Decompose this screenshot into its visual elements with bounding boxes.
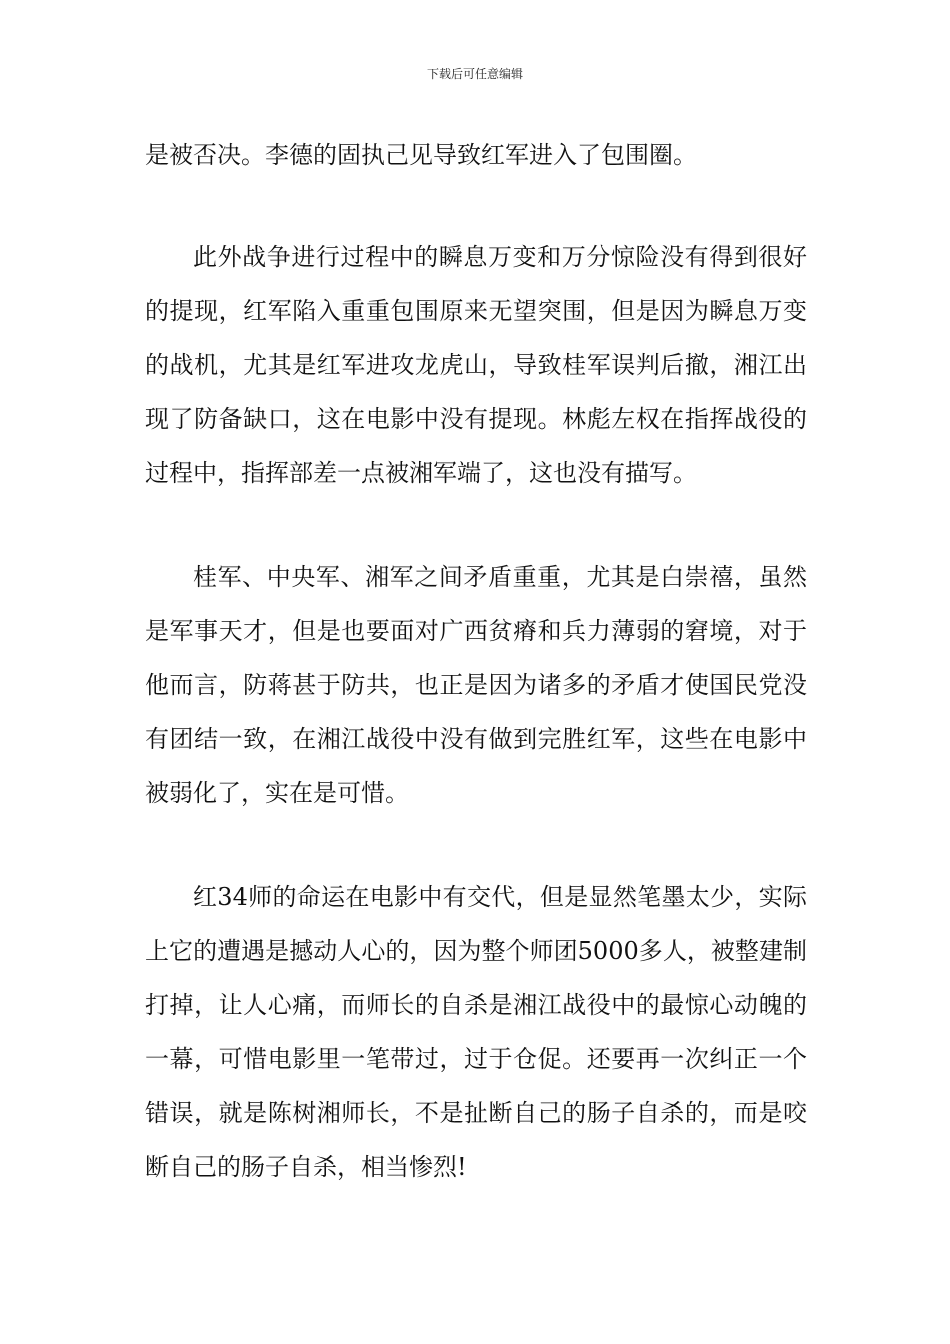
paragraph-3: 桂军、中央军、湘军之间矛盾重重，尤其是白崇禧，虽然是军事天才，但是也要面对广西贫瘠和兵力薄弱的窘境，对于他而言，防蒋甚于防共，也正是因为诸多的矛盾才使国民党没有团结一致，在湘江战役中没有做到完胜红军，这些在电影中被弱化了，实在是可惜。 [145, 563, 807, 807]
paragraph-1: 是被否决。李德的固执己见导致红军进入了包围圈。 [145, 141, 697, 169]
document-body [145, 128, 807, 1194]
page-header: 下载后可任意编辑 [426, 67, 523, 81]
paragraph-4: 红34师的命运在电影中有交代，但是显然笔墨太少，实际上它的遭遇是撼动人心的，因为整个师团5000多人，被整建制打掉，让人心痛，而师长的自杀是湘江战役中的最惊心动魄的一幕，可惜电影里一笔带过，过于仓促。还要再一次纠正一个错误，就是陈树湘师长，不是扯断自己的肠子自杀的，而是咬断自己的肠子自杀，相当惨烈! [145, 883, 807, 1181]
paragraph-2: 此外战争进行过程中的瞬息万变和万分惊险没有得到很好的提现，红军陷入重重包围原来无望突围，但是因为瞬息万变的战机，尤其是红军进攻龙虎山，导致桂军误判后撤，湘江出现了防备缺口，这在电影中没有提现。林彪左权在指挥战役的过程中，指挥部差一点被湘军端了，这也没有描写。 [145, 243, 807, 487]
